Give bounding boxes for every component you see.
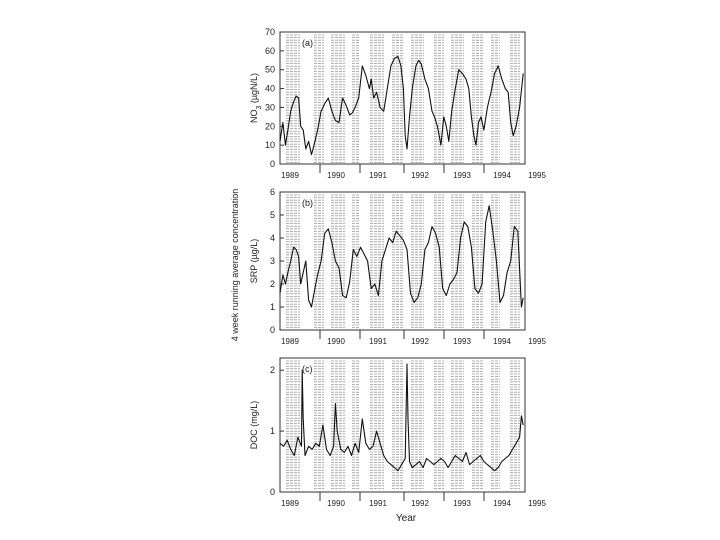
y-axis-label: $NO_3$ (µgN/L) [249,72,263,124]
stripe-column [434,195,444,328]
stripe-column [370,35,384,162]
stripe-column [392,35,404,162]
stripe-column [314,195,324,328]
y-axis-label: DOC (mg/L) [249,400,259,450]
y-tick-label: 1 [269,426,275,437]
panel-label: (c) [302,364,313,374]
year-label: 1989 [281,171,299,180]
stripe-column [510,361,520,488]
year-label: 1993 [453,499,471,508]
panel-a [249,27,546,180]
stripe-column [314,35,324,162]
stripe-column [472,195,484,328]
stripe-column [411,35,424,162]
y-tick-label: 30 [264,102,275,113]
stripe-column [510,35,520,162]
year-label: 1994 [493,337,511,346]
stripe-column [472,35,484,162]
stripe-column [451,195,464,328]
x-axis-label: Year [395,513,417,524]
year-label: 1994 [493,171,511,180]
y-tick-label: 2 [269,279,275,289]
stripe-column [491,35,500,162]
y-tick-label: 60 [264,45,275,56]
year-label: 1991 [369,499,387,508]
stripe-column [451,361,464,488]
stripe-column [510,195,520,328]
stripe-column [331,361,345,488]
year-label: 1992 [411,171,429,180]
y-tick-label: 70 [264,27,275,37]
y-tick-label: 3 [269,256,275,266]
y-tick-label: 1 [269,302,275,312]
y-tick-label: 40 [264,83,275,94]
year-label: 1990 [327,171,345,180]
year-label: 1993 [453,337,471,346]
year-label: 1995 [528,499,546,508]
stripe-column [434,361,444,488]
stripe-column [286,361,300,488]
y-tick-label: 4 [269,233,275,243]
panel-label: (b) [302,198,313,208]
stripe-column [352,195,360,328]
year-label: 1993 [453,171,471,180]
year-label: 1994 [493,499,511,508]
y-tick-label: 50 [264,64,275,75]
stripe-column [331,195,345,328]
y-tick-label: 0 [269,487,275,497]
plot-frame [280,358,525,492]
year-label: 1990 [327,337,345,346]
year-label: 1989 [281,337,299,346]
year-label: 1995 [528,171,546,180]
y-tick-label: 0 [269,325,275,335]
year-label: 1990 [327,499,345,508]
stripe-column [411,195,424,328]
year-label: 1989 [281,499,299,508]
stripe-column [286,195,300,328]
year-label: 1992 [411,337,429,346]
y-tick-label: 5 [269,210,275,220]
y-tick-label: 10 [264,140,275,151]
panel-label: (a) [302,38,313,48]
stripe-column [451,35,464,162]
stripe-column [286,35,300,162]
stripe-column [411,361,424,488]
stripe-column [370,361,384,488]
year-label: 1992 [411,499,429,508]
y-tick-label: 2 [269,365,275,376]
stripe-column [352,361,360,488]
stripe-column [472,361,484,488]
y-tick-label: 6 [269,187,275,197]
stripe-column [491,195,500,328]
stripe-column [392,195,404,328]
shared-y-axis-label: 4 week running average concentration [230,188,240,342]
panel-b [249,187,546,346]
panel-c [249,358,546,508]
y-tick-label: 0 [269,159,275,169]
stripe-column [434,35,444,162]
year-label: 1991 [369,337,387,346]
y-tick-label: 20 [264,121,275,132]
year-label: 1995 [528,337,546,346]
year-label: 1991 [369,171,387,180]
y-axis-label: SRP (µg/L) [249,238,259,284]
stripe-column [392,361,404,488]
